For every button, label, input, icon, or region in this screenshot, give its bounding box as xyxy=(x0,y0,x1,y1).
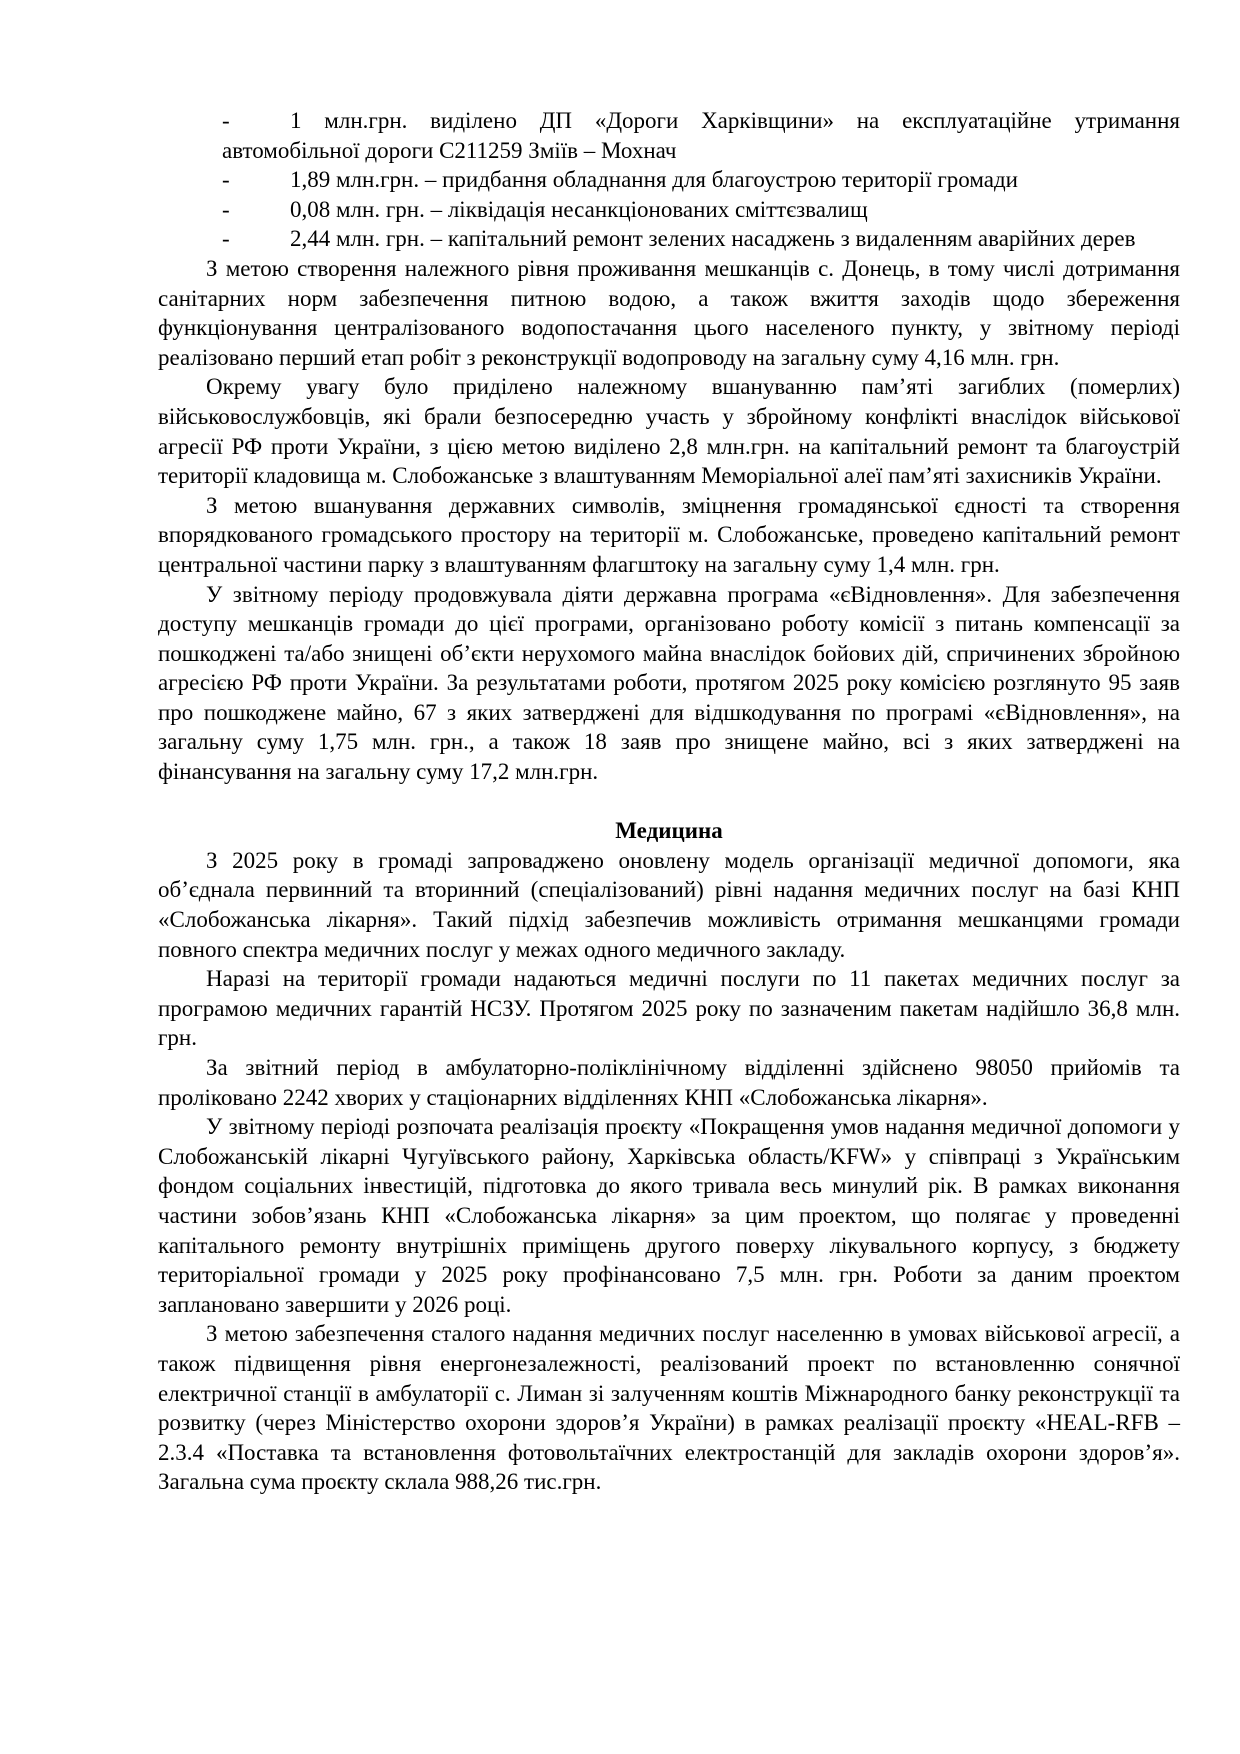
bullet-item xyxy=(222,195,1180,225)
paragraph: За звітний період в амбулаторно-поліклінічному відділенні здійснено 98050 прийомів та проліковано 2242 хворих у стаціонарних відділеннях КНП «Слобожанська лікарня». xyxy=(158,1055,1180,1110)
bullet-dash: - xyxy=(222,196,230,222)
bullet-item xyxy=(222,165,1180,195)
bullet-dash: - xyxy=(222,226,230,252)
section-heading: Медицина xyxy=(615,818,723,844)
paragraph: З метою вшанування державних символів, зміцнення громадянської єдності та створення впорядкованого громадського простору на території м. Слобожанське, проведено капітальний ремонт центральної частини парку з влаштуванням флагштоку на загальну суму 1,4 млн. грн. xyxy=(158,492,1180,577)
paragraph: У звітному періоду продовжувала діяти державна програма «єВідновлення». Для забезпечення доступу мешканців громади до цієї програми, організовано роботу комісії з питань компенсації за пошкоджені та/або знищені об’єкти нерухомого майна внаслідок бойових дій, спричинених збройною агресією РФ проти України. За результатами роботи, протягом 2025 року комісією розглянуто 95 заяв про пошкоджене майно, 67 з яких затверджені для відшкодування по програмі «єВідновлення», на загальну суму 1,75 млн. грн., а також 18 заяв про знищене майно, всі з яких затверджені на фінансування на загальну суму 17,2 млн.грн. xyxy=(158,581,1180,785)
bullet-item xyxy=(222,106,1180,165)
paragraph: З метою створення належного рівня проживання мешканців с. Донець, в тому числі дотримання санітарних норм забезпечення питною водою, а також вжиття заходів щодо збереження функціонування централізованого водопостачання цього населеного пункту, у звітному періоді реалізовано перший етап робіт з реконструкції водопроводу на загальну суму 4,16 млн. грн. xyxy=(158,255,1180,370)
paragraph: З метою забезпечення сталого надання медичних послуг населенню в умовах військової агресії, а також підвищення рівня енергонезалежності, реалізований проект по встановленню сонячної електричної станції в амбулаторії с. Лиман зі залученням коштів Міжнародного банку реконструкції та розвитку (через Міністерство охорони здоров’я України) в рамках реалізації проєкту «HEAL-RFB – 2.3.4 «Поставка та встановлення фотовольтаїчних електростанцій для закладів охорони здоров’я». Загальна сума проєкту склала 988,26 тис.грн. xyxy=(158,1321,1180,1495)
bullet-text: 1,89 млн.грн. – придбання обладнання для благоустрою території громади xyxy=(290,167,1018,193)
bullet-text: 0,08 млн. грн. – ліквідація несанкціонованих сміттєзвалищ xyxy=(290,196,868,222)
bullet-dash: - xyxy=(222,167,230,193)
paragraph: Наразі на території громади надаються медичні послуги по 11 пакетах медичних послуг за програмою медичних гарантій НСЗУ. Протягом 2025 року по зазначеним пакетам надійшло 36,8 млн. грн. xyxy=(158,966,1180,1051)
bullet-item xyxy=(222,224,1180,254)
paragraph: З 2025 року в громаді запроваджено оновлену модель організації медичної допомоги, яка об’єднала первинний та вторинний (спеціалізований) рівні надання медичних послуг на базі КНП «Слобожанська лікарня». Такий підхід забезпечив можливість отримання мешканцями громади повного спектра медичних послуг у межах одного медичного закладу. xyxy=(158,847,1180,962)
paragraph: У звітному періоді розпочата реалізація проєкту «Покращення умов надання медичної допомоги у Слобожанській лікарні Чугуївського району, Харківська область/KFW» у співпраці з Українським фондом соціальних інвестицій, підготовка до якого тривала весь минулий рік. В рамках виконання частини зобов’язань КНП «Слобожанська лікарня» за цим проектом, що полягає у проведенні капітального ремонту внутрішніх приміщень другого поверху лікувального корпусу, з бюджету територіальної громади у 2025 року профінансовано 7,5 млн. грн. Роботи за даним проектом заплановано завершити у 2026 році. xyxy=(158,1114,1180,1317)
bullet-dash: - xyxy=(222,108,230,133)
bullet-text: 1 млн.грн. виділено ДП «Дороги Харківщини» на експлуатаційне утримання автомобільної дороги С211259 Зміїв – Мохнач xyxy=(222,108,1180,163)
bullet-text: 2,44 млн. грн. – капітальний ремонт зелених насаджень з видаленням аварійних дерев xyxy=(290,226,1136,252)
paragraph: Окрему увагу було приділено належному вшануванню пам’яті загиблих (померлих) військовослужбовців, які брали безпосередню участь у збройному конфлікті внаслідок військової агресії РФ проти України, з цією метою виділено 2,8 млн.грн. на капітальний ремонт та благоустрій території кладовища м. Слобожанське з влаштуванням Меморіальної алеї пам’яті захисників України. xyxy=(158,374,1180,489)
